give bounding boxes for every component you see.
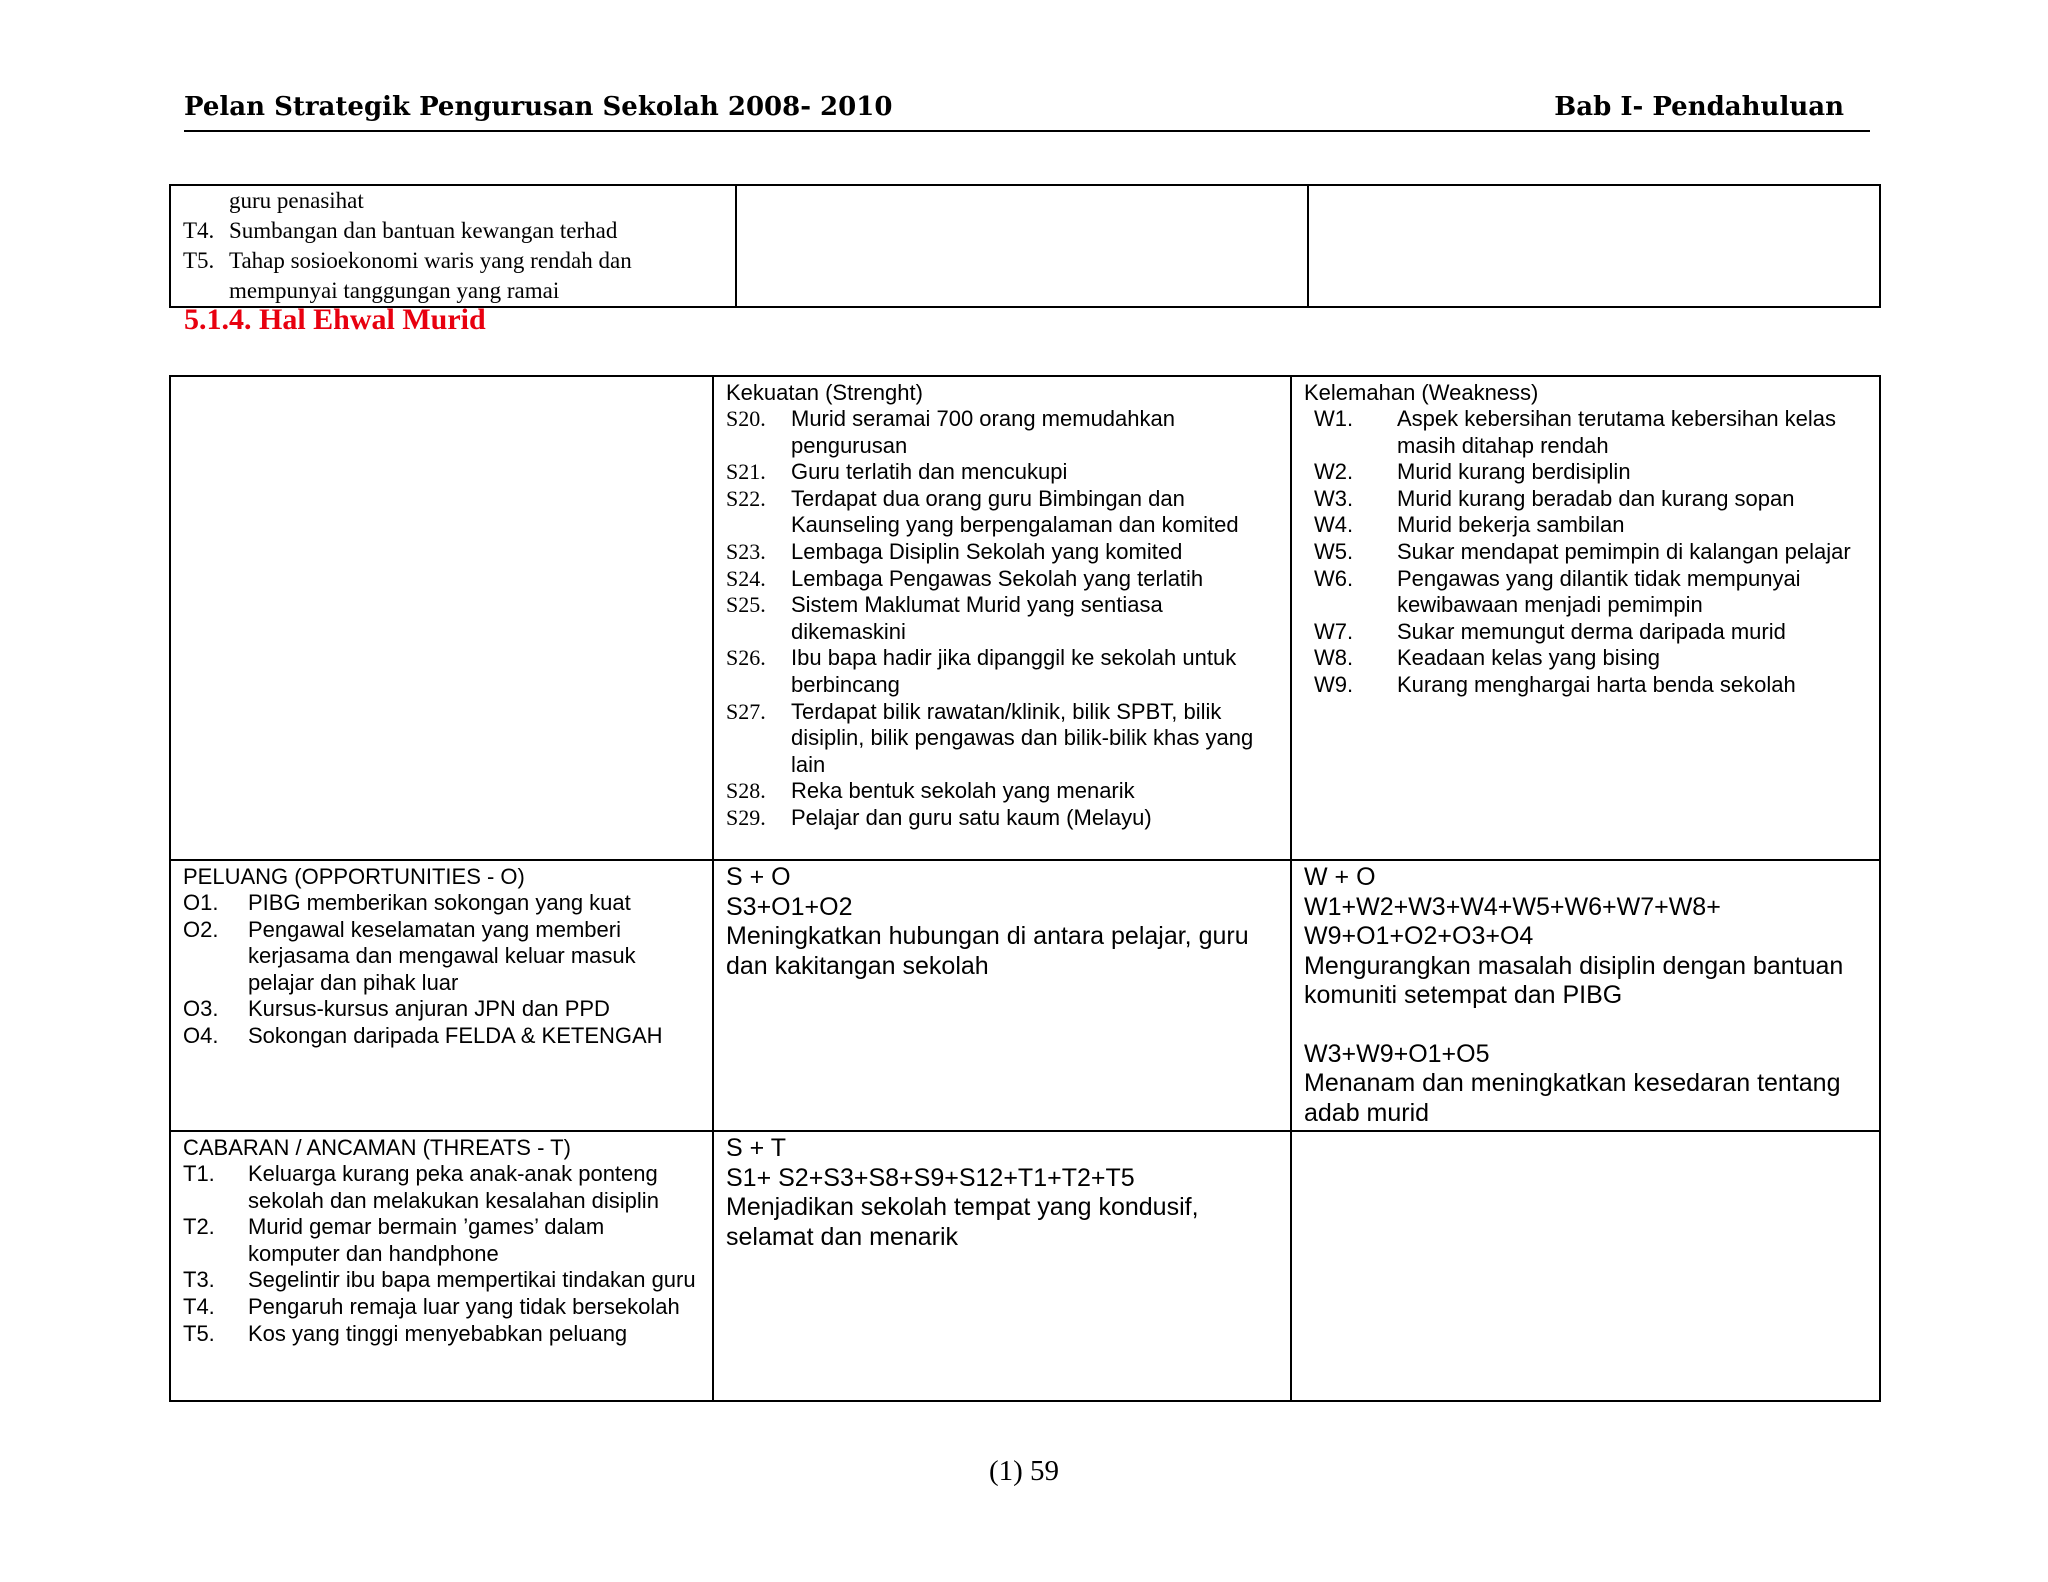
list-item: T5. Tahap sosioekonomi waris yang rendah dan [183, 248, 632, 273]
section-title: 5.1.4. Hal Ehwal Murid [184, 303, 486, 336]
wo-strategy-text: Menanam dan meningkatkan kesedaran tentang adab murid [1304, 1069, 1841, 1127]
list-item: S21. Guru terlatih dan mencukupi [726, 459, 1068, 485]
list-item: W6. Pengawas yang dilantik tidak mempunyai kewibawaan menjadi pemimpin [1314, 565, 1801, 618]
document-title: Pelan Strategik Pengurusan Sekolah 2008- 2010 [184, 92, 893, 122]
swot-table [169, 375, 1881, 1402]
wo-formula: W1+W2+W3+W4+W5+W6+W7+W8+ W9+O1+O2+O3+O4 [1304, 892, 1721, 950]
page-header [184, 92, 1870, 132]
list-item: W3. Murid kurang beradab dan kurang sopan [1314, 485, 1795, 511]
st-formula: S1+ S2+S3+S8+S9+S12+T1+T2+T5 [726, 1163, 1135, 1192]
list-item: S23. Lembaga Disiplin Sekolah yang komited [726, 538, 1183, 564]
weaknesses-heading: Kelemahan (Weakness) [1304, 380, 1539, 405]
list-item: W4. Murid bekerja sambilan [1314, 512, 1625, 538]
opportunities-cell [170, 860, 713, 1131]
list-item: mempunyai tanggungan yang ramai [229, 278, 560, 303]
list-item: guru penasihat [229, 188, 364, 213]
empty-cell [736, 185, 1308, 307]
st-strategy-cell [713, 1131, 1291, 1401]
wo-strategy-cell [1291, 860, 1880, 1131]
list-item: T1. Keluarga kurang peka anak-anak ponteng sekolah dan melakukan kesalahan disiplin [183, 1161, 659, 1213]
page-number: (1) 59 [988, 1455, 1060, 1487]
list-item: S26. Ibu bapa hadir jika dipanggil ke sekolah untuk berbincang [726, 645, 1237, 697]
wo-heading: W + O [1304, 863, 1376, 891]
list-item: O3. Kursus-kursus anjuran JPN dan PPD [183, 996, 610, 1022]
weaknesses-cell [1291, 376, 1880, 860]
wo-strategy-text: Mengurangkan masalah disiplin dengan bantuan komuniti setempat dan PIBG [1304, 951, 1844, 1009]
list-item: W7. Sukar memungut derma daripada murid [1314, 618, 1786, 644]
corner-cell [170, 376, 713, 860]
so-formula: S3+O1+O2 [726, 892, 853, 921]
list-item: T5. Kos yang tinggi menyebabkan peluang [183, 1320, 628, 1346]
list-item: S29. Pelajar dan guru satu kaum (Melayu) [726, 804, 1152, 830]
list-item: T4. Sumbangan dan bantuan kewangan terhad [183, 218, 618, 243]
list-item: S27. Terdapat bilik rawatan/klinik, bilik SPBT, bilik disiplin, bilik pengawas dan bilik-bilik khas yang lain [726, 698, 1254, 777]
list-item: W2. Murid kurang berdisiplin [1314, 459, 1631, 485]
strengths-heading: Kekuatan (Strenght) [726, 380, 923, 405]
empty-cell [1308, 185, 1880, 307]
list-item: O2. Pengawal keselamatan yang memberi kerjasama dan mengawal keluar masuk pelajar dan pihak luar [183, 916, 636, 995]
list-item: W5. Sukar mendapat pemimpin di kalangan pelajar [1314, 538, 1851, 564]
list-item: S28. Reka bentuk sekolah yang menarik [726, 778, 1135, 804]
so-strategy-text: Meningkatkan hubungan di antara pelajar, guru dan kakitangan sekolah [726, 922, 1249, 980]
list-item: T2. Murid gemar bermain ’games’ dalam komputer dan handphone [183, 1214, 605, 1266]
list-item: S24. Lembaga Pengawas Sekolah yang terlatih [726, 565, 1204, 591]
so-heading: S + O [726, 863, 791, 891]
threats-heading: CABARAN / ANCAMAN (THREATS - T) [183, 1135, 571, 1160]
list-item: O1. PIBG memberikan sokongan yang kuat [183, 890, 631, 915]
continued-table [169, 184, 1881, 308]
list-item: O4. Sokongan daripada FELDA & KETENGAH [183, 1022, 663, 1048]
list-item: W1. Aspek kebersihan terutama kebersihan kelas masih ditahap rendah [1314, 406, 1837, 458]
threats-cell [170, 1131, 713, 1401]
list-item: W8. Keadaan kelas yang bising [1314, 645, 1660, 671]
wt-strategy-cell [1291, 1131, 1880, 1401]
st-heading: S + T [726, 1134, 786, 1162]
chapter-title: Bab I- Pendahuluan [1554, 92, 1844, 122]
st-strategy-text: Menjadikan sekolah tempat yang kondusif, selamat dan menarik [726, 1193, 1199, 1251]
continued-threats-cell [170, 185, 736, 307]
list-item: W9. Kurang menghargai harta benda sekolah [1314, 671, 1796, 697]
list-item: S22. Terdapat dua orang guru Bimbingan dan Kaunseling yang berpengalaman dan komited [726, 485, 1239, 538]
so-strategy-cell [713, 860, 1291, 1131]
strengths-cell [713, 376, 1291, 860]
list-item: S25. Sistem Maklumat Murid yang sentiasa dikemaskini [726, 592, 1163, 644]
list-item: T3. Segelintir ibu bapa mempertikai tindakan guru [183, 1267, 696, 1293]
wo-formula: W3+W9+O1+O5 [1304, 1039, 1490, 1068]
list-item: T4. Pengaruh remaja luar yang tidak bersekolah [183, 1293, 680, 1319]
opportunities-heading: PELUANG (OPPORTUNITIES - O) [183, 864, 525, 889]
list-item: S20. Murid seramai 700 orang memudahkan pengurusan [726, 406, 1175, 458]
